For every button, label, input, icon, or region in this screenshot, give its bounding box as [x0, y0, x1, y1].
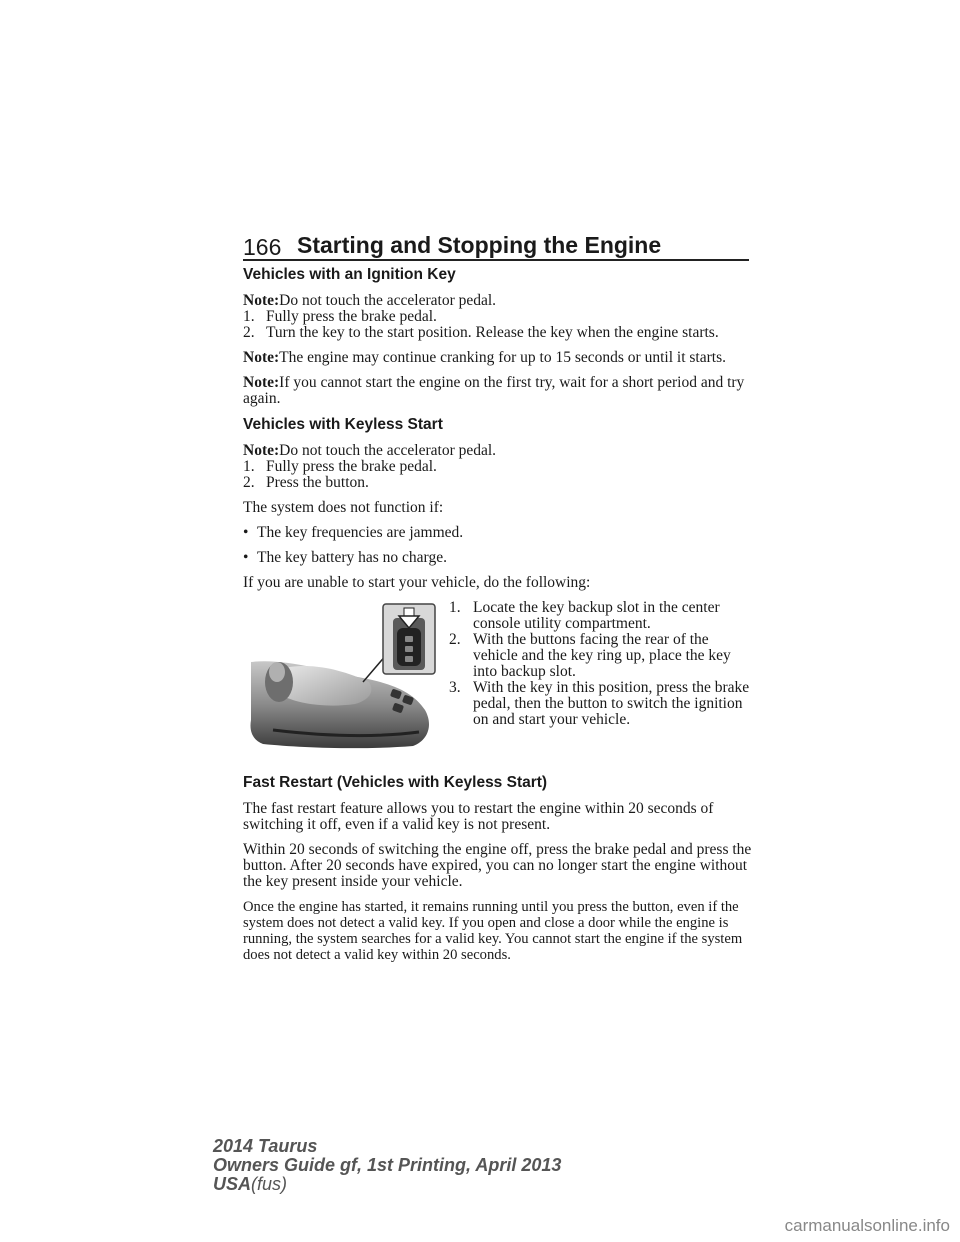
list-item: 2. Turn the key to the start position. Release the key when the engine starts. — [243, 324, 719, 341]
note-ignition-2: Note:The engine may continue cranking for up to 15 seconds or until it starts. — [243, 349, 726, 366]
note-ignition-3: Note:If you cannot start the engine on the first try, wait for a short period and try again. — [243, 374, 745, 407]
list-item: 1. Locate the key backup slot in the center console utility compartment. — [449, 599, 720, 632]
unable-to-start-text: If you are unable to start your vehicle, do the following: — [243, 574, 591, 591]
list-item: • The key frequencies are jammed. — [243, 524, 464, 541]
keyless-intro: The system does not function if: — [243, 499, 444, 516]
note-keyless-1: Note:Do not touch the accelerator pedal. — [243, 442, 497, 459]
list-item: 1. Fully press the brake pedal. — [243, 458, 437, 475]
header-divider — [243, 259, 749, 261]
fast-restart-p3: Once the engine has started, it remains running until you press the button, even if the system does not detect a valid key. If you open and close a door while the engine is running, the system searches for a valid key. You cannot start the engine if the system does not detect a valid key within 20 seconds. — [243, 899, 743, 963]
heading-ignition-key: Vehicles with an Ignition Key — [243, 266, 456, 283]
keyless-bullets — [243, 525, 753, 566]
center-console-illustration — [243, 600, 439, 760]
note-label: Note: — [243, 292, 280, 309]
backup-slot-steps — [449, 600, 753, 728]
fast-restart-p2: Within 20 seconds of switching the engine off, press the brake pedal and press the button. After 20 seconds have expired, you can no longer start the engine without the key present inside your vehicle. — [243, 841, 752, 890]
list-item: 3. With the key in this position, press the brake pedal, then the button to switch the ignition on and start your vehicle. — [449, 679, 750, 728]
list-item: • The key battery has no charge. — [243, 549, 447, 566]
note-text: Do not touch the accelerator pedal. — [279, 292, 497, 309]
footer-region: USA(fus) — [213, 1174, 288, 1194]
heading-fast-restart: Fast Restart (Vehicles with Keyless Start) — [243, 774, 548, 791]
list-item: 2. With the buttons facing the rear of the vehicle and the key ring up, place the key into backup slot. — [449, 631, 731, 680]
heading-keyless-start: Vehicles with Keyless Start — [243, 416, 443, 433]
page-footer — [213, 1137, 561, 1194]
keyless-steps — [243, 459, 753, 491]
footer-edition: Owners Guide gf, 1st Printing, April 2013 — [213, 1155, 562, 1175]
watermark-text: carmanualsonline.info — [784, 1216, 950, 1235]
fast-restart-p1: The fast restart feature allows you to restart the engine within 20 seconds of switching it off, even if a valid key is not present. — [243, 800, 714, 833]
page-title: Starting and Stopping the Engine — [297, 232, 662, 258]
page-content — [243, 266, 753, 972]
backup-slot-section — [243, 600, 753, 760]
ignition-steps — [243, 309, 753, 341]
list-item: 2. Press the button. — [243, 474, 369, 491]
note-ignition-1 — [243, 293, 753, 309]
page-header — [243, 226, 749, 262]
page-number: 166 — [243, 234, 282, 260]
list-item: 1. Fully press the brake pedal. — [243, 308, 437, 325]
footer-model: 2014 Taurus — [213, 1136, 318, 1156]
